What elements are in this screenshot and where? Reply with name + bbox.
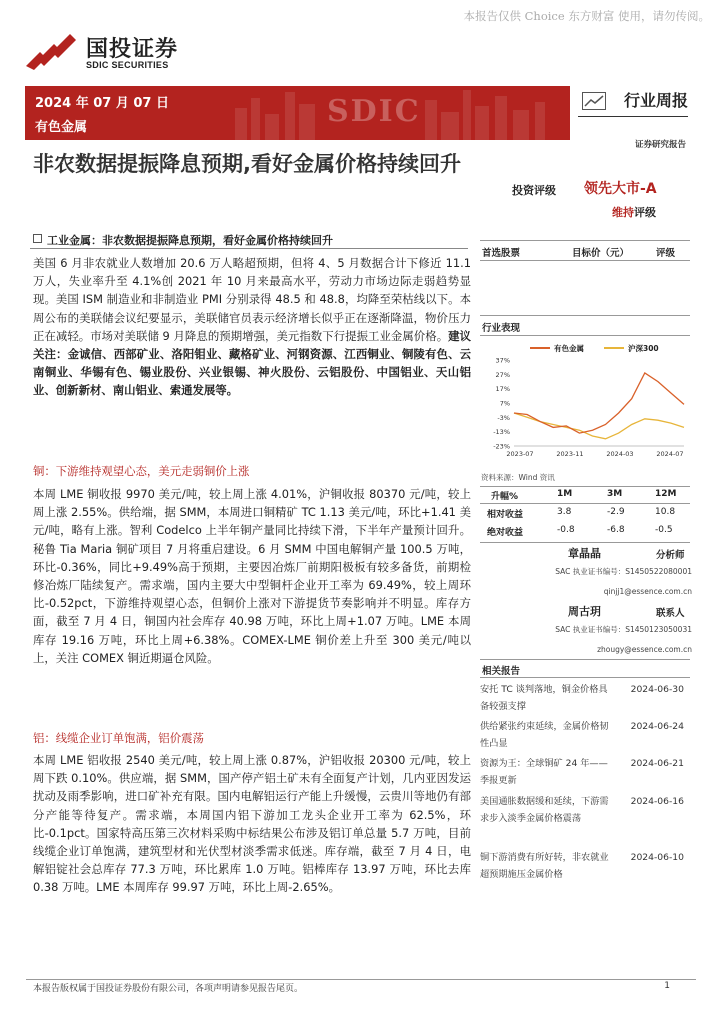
related-report-3[interactable] [480, 755, 690, 789]
summary-paragraph [33, 254, 471, 400]
doc-type: 证券研究报告 [634, 140, 686, 150]
x-tick-label: 2023-11 [556, 450, 584, 458]
related-report-2[interactable] [480, 718, 690, 752]
y-tick-label: -3% [497, 413, 510, 422]
summary-heading-text: 工业金属：非农数据提振降息预期，看好金属价格持续回升 [47, 234, 333, 247]
perf-cell-r0c2: -2.9 [607, 507, 625, 517]
series-line-sector [514, 373, 684, 433]
perf-cell-r1c0: 绝对收益 [487, 528, 524, 538]
related-title: 相关报告 [482, 666, 521, 677]
legend-hs300: 沪深300 [628, 344, 659, 353]
analyst-1-cert: SAC 执业证书编号：S1450522080001 [555, 567, 692, 576]
rating-keep-suffix: 评级 [634, 206, 656, 219]
perf-cell-r1c1: -0.8 [557, 525, 575, 535]
rating-keep-word: 维持 [612, 206, 634, 219]
related-title-line [480, 677, 690, 678]
related-report-3-date: 2024-06-21 [630, 758, 684, 769]
y-tick-label: 37% [495, 356, 510, 365]
sector-name: 有色金属 [35, 120, 88, 135]
aluminum-heading: 铝：线缆企业订单饱满，铝价震荡 [33, 731, 204, 745]
perf-title: 行业表现 [482, 323, 521, 334]
perf-row-relative [483, 507, 688, 523]
related-report-5-title: 铜下游消费有所好转，非农就业超预期施压金属价格 [480, 852, 609, 880]
checkbox-square-icon [33, 234, 42, 243]
summary-divider [30, 248, 468, 249]
analyst-1-email[interactable]: qinjj1@essence.com.cn [603, 587, 692, 596]
stock-col-3: 评级 [656, 248, 676, 259]
analyst-1-role: 分析师 [656, 550, 685, 561]
logo-chinese: 国投证券 [86, 37, 179, 62]
perf-head-2: 3M [607, 489, 623, 499]
stock-col-2: 目标价（元） [572, 248, 630, 259]
related-report-4-date: 2024-06-16 [630, 796, 684, 807]
summary-text: 美国 6 月非农就业人数增加 20.6 万人略超预期，但将 4、5 月数据合计下修近 11.1 万人，失业率升至 4.1%创 2021 年 10 月来最高水平，劳动力市场边际走弱趋势显现。美国 ISM 制造业和非制造业 PMI 分别录得 48.5 和 48.8，均降至荣枯线以下。本周公布的美联储会议纪要显示，美联储官员表示经济增长似乎正在逐渐降温，物价压力正在减轻。市场对美联储 9 月降息的预期增强，美元指数下行提振工业金属价格。 [33, 256, 471, 343]
y-tick-label: 27% [495, 370, 510, 379]
analyst-2-role: 联系人 [656, 608, 685, 619]
related-top-line [480, 659, 690, 660]
page-number: 1 [664, 981, 670, 991]
related-report-5[interactable] [480, 849, 690, 883]
series-line-hs300 [514, 413, 684, 439]
related-report-1-title: 安托 TC 谈判落地，铜金价格具备较强支撑 [480, 684, 608, 712]
analyst-2-email[interactable]: zhougy@essence.com.cn [597, 645, 692, 654]
related-report-4-title: 美国通胀数据缓和延续，下游需求步入淡季金属价格震荡 [480, 796, 609, 824]
banner-watermark: SDIC [327, 94, 421, 129]
analyst-1-name: 章晶晶 [568, 547, 601, 560]
perf-cell-r1c2: -6.8 [607, 525, 625, 535]
perf-cell-r0c3: 10.8 [655, 507, 676, 517]
stock-header-line [480, 260, 690, 261]
y-tick-label: 17% [495, 385, 510, 394]
related-report-2-date: 2024-06-24 [630, 721, 684, 732]
performance-chart [480, 338, 690, 462]
related-report-1-date: 2024-06-30 [630, 684, 684, 695]
related-report-4[interactable] [480, 793, 690, 827]
logo-english: SDIC SECURITIES [86, 60, 169, 70]
perf-table-top-line [480, 486, 690, 487]
trend-chart-icon [582, 92, 606, 110]
footer-disclaimer: 本报告版权属于国投证券股份有限公司，各项声明请参见报告尾页。 [33, 984, 304, 994]
report-title: 非农数据提振降息预期,看好金属价格持续回升 [33, 152, 461, 176]
report-date: 2024 年 07 月 07 日 [35, 96, 169, 111]
report-kind-block [578, 86, 688, 117]
x-tick-label: 2024-03 [606, 450, 634, 458]
perf-head-3: 12M [655, 489, 677, 499]
related-report-1[interactable] [480, 681, 690, 715]
report-kind: 行业周报 [623, 91, 688, 110]
perf-head-1: 1M [557, 489, 573, 499]
sdic-logo-icon [26, 32, 82, 72]
watermark: 本报告仅供 Choice 东方财富 使用，请勿传阅。 [463, 9, 710, 23]
aluminum-paragraph: 本周 LME 铝收报 2540 美元/吨，较上周上涨 0.87%，沪铝收报 20300 元/吨，较上周下跌 0.10%。供应端，据 SMM，国产停产铝土矿未有全面复产计划，几内亚因发运扰动及雨季影响，进口矿补充有限。国内电解铝运行产能上升缓慢，云贵川等地仍有部分产能等待复产。需求端，本周国内铝下游加工龙头企业开工率为 62.5%，环比-0.1pct。国家特高压第三次材料采购中标结果公布涉及铝订单总量 5.7 万吨，目前线缆企业订单饱满，建筑型材和光伏型材淡季需求低迷。库存端，截至 7 月 4 日，电解铝锭社会总库存 77.3 万吨，环比累库 1.0 万吨。铝棒库存 13.97 万吨，环比去库 0.38 万吨。LME 本周库存 99.97 万吨，环比上周-2.65%。 [33, 753, 471, 895]
perf-cell-r0c0: 相对收益 [487, 510, 524, 520]
rating-maintain [612, 204, 656, 220]
y-tick-label: 7% [499, 399, 510, 408]
header-banner [25, 86, 570, 140]
copper-paragraph: 本周 LME 铜收报 9970 美元/吨，较上周上涨 4.01%，沪铜收报 80370 元/吨，较上周上涨 2.55%。供给端，据 SMM，本周进口铜精矿 TC 1.13 美元/吨，环比+1.41 美元/吨，略有上涨。智利 Codelco 上半年铜产量同比持续下滑，下半年产量预计回升。秘鲁 Tia Maria 铜矿项目 7 月将重启建设。6 月 SMM 中国电解铜产量 100.5 万吨，环比-0.36%，同比+9.49%高于预期，主要因冶炼厂前期阳极板有较多备货，前期检修冶炼厂陆续复产。需求端，国内主要大中型铜杆企业开工率为 69.49%，较上周环比-0.52pct，下游维持观望心态，但铜价上涨对下游提货节奏影响并不明显。库存方面，截至 7 月 4 日，铜国内社会库存 40.98 万吨，环比上周+1.07 万吨。LME 本周库存 19.16 万吨，环比上周+6.38%。COMEX-LME 铜价差上升至 300 美元/吨以上，关注 COMEX 铜近期逼仓风险。 [33, 487, 471, 665]
perf-row-absolute [483, 525, 688, 541]
x-tick-label: 2023-07 [506, 450, 534, 458]
x-tick-label: 2024-07 [656, 450, 684, 458]
perf-cell-r0c1: 3.8 [557, 507, 572, 517]
analyst-2-name: 周古玥 [568, 605, 601, 618]
perf-head-0: 升幅% [491, 492, 519, 502]
perf-title-line [480, 335, 690, 336]
footer-divider [26, 979, 696, 980]
y-tick-label: -13% [493, 428, 510, 437]
analyst-2-cert: SAC 执业证书编号：S1450123050031 [555, 625, 692, 634]
recommend-text: 建议关注：金诚信、西部矿业、洛阳钼业、藏格矿业、河钢资源、江西铜业、铜陵有色、云南铜业、华锡有色、锡业股份、兴业银锡、神火股份、云铝股份、中国铝业、天山铝业、创新新材、南山铝业、索通发展等。 [33, 328, 471, 398]
perf-table-head-line [480, 503, 690, 504]
company-logo [26, 32, 179, 76]
rating-value: 领先大市-A [584, 181, 657, 197]
legend-sector: 有色金属 [554, 344, 584, 353]
rating-label: 投资评级 [512, 184, 556, 197]
related-report-2-title: 供给紧张约束延续，金属价格韧性凸显 [480, 721, 609, 749]
perf-top-line [480, 315, 690, 316]
y-tick-label: -23% [493, 442, 510, 451]
perf-cell-r1c3: -0.5 [655, 525, 673, 535]
related-report-3-title: 资源为王：全球铜矿 24 年——季报更新 [480, 758, 608, 786]
stock-col-1: 首选股票 [482, 248, 521, 259]
stock-top-line [480, 240, 690, 241]
summary-heading [33, 232, 333, 248]
related-report-5-date: 2024-06-10 [630, 852, 684, 863]
perf-table-bottom-line [480, 542, 690, 543]
chart-source: 资料来源：Wind 资讯 [481, 473, 555, 482]
copper-heading: 铜：下游维持观望心态，美元走弱铜价上涨 [33, 464, 250, 478]
